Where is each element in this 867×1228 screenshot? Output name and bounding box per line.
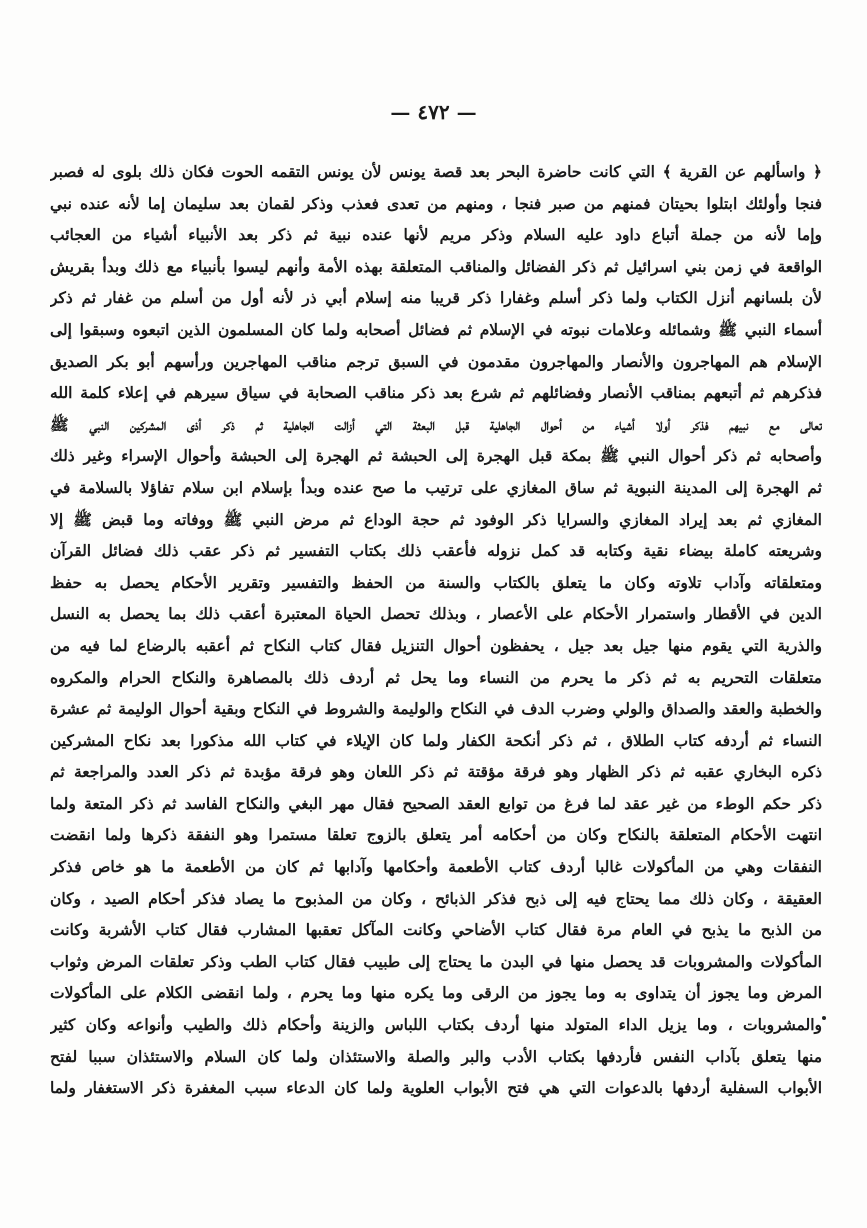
text-line: الدين في الأقطار واستمرار الأحكام على الأعصار ، وبذلك تحصل الحياة المعتبرة أعقب ذلك بما يحصل به النسل (50, 604, 822, 624)
text-line: من الذبح ما يذبح في العام مرة فقال كتاب الأضاحي وكانت المآكل تعقبها المشارب فقال كتاب الأشربة وكانت (50, 920, 822, 940)
text-line: وشريعته كاملة بيضاء نقية وكتابه قد كمل نزوله فأعقب ذلك بكتاب التفسير ثم ذكر عقب ذلك فضائل القرآن (50, 541, 822, 561)
text-line: الواقعة في زمن بني اسرائيل ثم ذكر الفضائل والمناقب المتعلقة بهذه الأمة وأنهم ليسوا بأنبياء مع ذلك وبدأ بقريش (50, 256, 822, 276)
text-line: لأن بلسانهم أنزل الكتاب ولما ذكر أسلم وغفارا ذكر قريبا منه إسلام أبي ذر لأنه أول من أسلم من غفار ثم ذكر (50, 288, 822, 308)
text-line: وأصحابه ثم ذكر أحوال النبي ﷺ بمكة قبل الهجرة إلى الحبشة ثم الهجرة إلى الحبشة وأحوال الإسراء وغير ذلك (50, 446, 822, 466)
text-line: فذكرهم ثم أتبعهم بمناقب الأنصار وفضائلهم ثم شرع بعد ذكر مناقب الصحابة في سياق سيرهم في إعلاء كلمة الله (50, 383, 822, 403)
body-text (50, 156, 822, 1104)
text-line: والخطبة والعقد والصداق والولي وضرب الدف في النكاح والوليمة والشروط في النكاح وبقية أحوال الوليمة ثم عشرة (50, 699, 822, 719)
text-line: انتهت الأحكام المتعلقة بالنكاح وكان من أحكامه أمر يتعلق بالزوج تعلقا مستمرا وهو النفقة ذكرها ولما انقضت (50, 825, 822, 845)
text-line: فنجا وأولئك ابتلوا بحيتان فمنهم من صبر فنجا ، ومنهم من تعدى فعذب وذكر لقمان بعد سليمان إما لأنه عنده نبي (50, 193, 822, 213)
text-line: وإما لأنه من جملة أتباع داود عليه السلام وذكر مريم لأنها عنده نبية ثم ذكر بعد الأنبياء أشياء من العجائب (50, 225, 822, 245)
ink-dot (822, 1016, 826, 1020)
text-line: والذرية التي يقوم منها جيل بعد جيل ، يحفظون أحوال التنزيل فقال كتاب النكاح ثم أعقبه بالرضاع لما فيه من (50, 635, 822, 655)
text-line: الإسلام هم المهاجرون والأنصار والمهاجرون مقدمون في السبق ترجم مناقب المهاجرين ورأسهم أبو بكر الصديق (50, 351, 822, 371)
text-line: العقيقة ، وكان ذلك مما يحتاج فيه إلى ذبح فذكر الذبائح ، وكان من المذبوح ما يصاد فذكر أحكام الصيد ، وكان (50, 888, 822, 908)
text-line: النساء ثم أردفه كتاب الطلاق ، ثم ذكر أنكحة الكفار ولما كان الإيلاء في كتاب الله مذكورا بعد نكاح المشركين (50, 730, 822, 750)
text-line: والمشروبات ، وما يزيل الداء المتولد منها أردف بكتاب اللباس والزينة وأحكام ذلك والطيب وأنواعه وكان كثير (50, 1015, 822, 1035)
text-line: المرض وما يجوز أن يتداوى به وما يجوز من الرقى وما يكره منها وما يحرم ، ولما انقضى الكلام على المأكولات (50, 983, 822, 1003)
text-line: تعالى مع نبيهم فذكر أولا أشياء من أحوال الجاهلية قبل البعثة التي أزالت الجاهلية ثم ذكر أذى المشركين النبي ﷺ (50, 414, 822, 434)
text-line: ثم الهجرة إلى المدينة النبوية ثم ساق المغازي على ترتيب ما صح عنده وبدأ بإسلام ابن سلام تفاؤلا بالسلامة في (50, 477, 822, 497)
text-line: ذكره البخاري عقبه ثم ذكر الظهار وهو فرقة مؤقتة ثم ذكر اللعان وهو فرقة مؤبدة ثم ذكر العدد والمراجعة ثم (50, 762, 822, 782)
text-line: منها يتعلق بآداب النفس فأردفها بكتاب الأدب والبر والصلة والاستئذان ولما كان السلام والاستئذان سببا لفتح (50, 1046, 822, 1066)
text-line: الأبواب السفلية أردفها بالدعوات التي هي فتح الأبواب العلوية ولما كان الدعاء سبب المغفرة ذكر الاستغفار ولما (50, 1078, 822, 1098)
text-line: ﴿ واسألهم عن القرية ﴾ التي كانت حاضرة البحر بعد قصة يونس لأن يونس التقمه الحوت فكان ذلك بلوى له فصبر (50, 162, 822, 181)
text-line: أسماء النبي ﷺ وشمائله وعلامات نبوته في الإسلام ثم فضائل أصحابه ولما كان المسلمون الذين اتبعوه وسبقوا إلى (50, 319, 822, 339)
text-line: المأكولات والمشروبات قد يحصل منها في البدن ما يحتاج إلى طبيب فقال كتاب الطب وذكر تعلقات المرض وثواب (50, 951, 822, 971)
text-line: متعلقات التحريم به ثم ذكر ما يحرم من النساء وما يحل ثم أردف ذلك بالمصاهرة والنكاح الحرام والمكروه (50, 667, 822, 687)
page-number: — ٤٧٢ — (390, 100, 477, 124)
text-line: النفقات وهي من المأكولات غالبا أردف كتاب الأطعمة وأحكامها وآدابها ثم كان من الأطعمة ما هو خاص فذكر (50, 857, 822, 877)
text-line: ومتعلقاته وآداب تلاوته وكان ما يتعلق بالكتاب والسنة من الحفظ والتفسير وتقرير الأحكام يحصل به حفظ (50, 572, 822, 592)
text-line: المغازي ثم بعد إيراد المغازي والسرايا ذكر الوفود ثم حجة الوداع ثم مرض النبي ﷺ ووفاته وما قبض ﷺ إلا (50, 509, 822, 529)
text-line: ذكر حكم الوطء من غير عقد لما فرغ من توابع العقد الصحيح فقال مهر البغي والنكاح الفاسد ثم ذكر المتعة ولما (50, 793, 822, 813)
